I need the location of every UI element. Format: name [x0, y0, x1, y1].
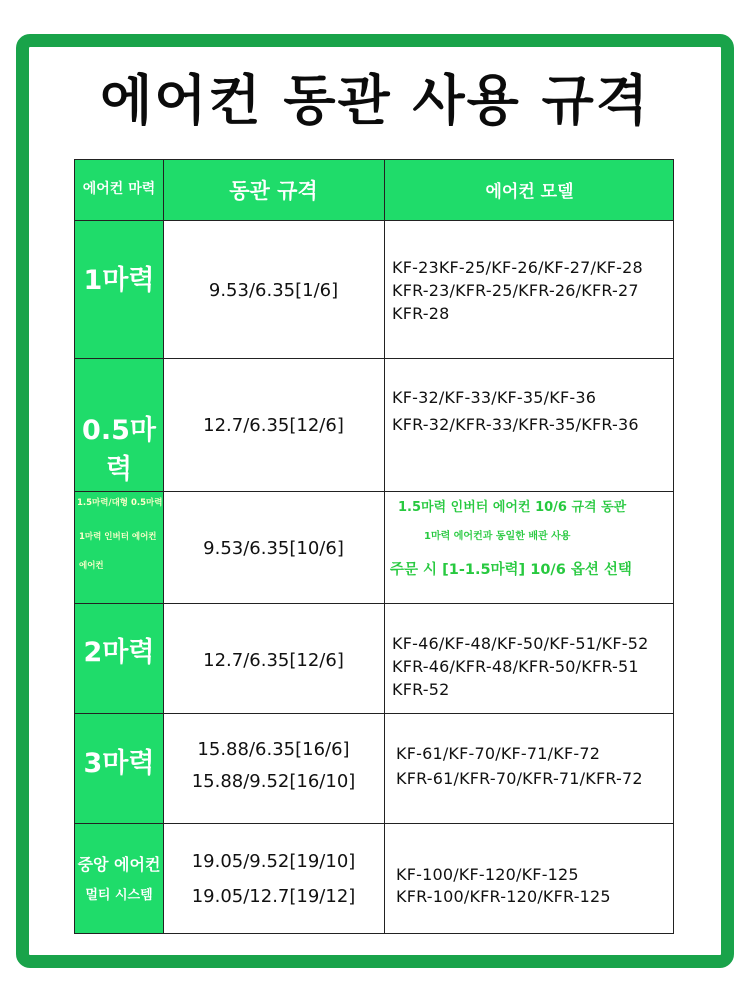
row-divider — [75, 220, 673, 221]
page-title: 에어컨 동관 사용 규격 — [100, 69, 650, 132]
header-model: 에어컨 모델 — [485, 182, 574, 202]
row-divider — [75, 603, 673, 604]
pipe-spec: 15.88/6.35[16/6] — [197, 739, 350, 760]
row-divider — [75, 713, 673, 714]
spec-table — [74, 159, 674, 934]
pipe-spec: 19.05/12.7[19/12] — [191, 886, 356, 907]
row-label-0-5hp: 0.5마력 — [82, 415, 156, 485]
row-label-3hp: 3마력 — [83, 748, 155, 779]
row-label-central-ac: 중앙 에어컨 — [77, 855, 161, 874]
header-pipe-spec: 동관 규격 — [229, 179, 318, 203]
same-pipe-note: 1마력 에어컨과 동일한 배관 사용 — [424, 531, 571, 542]
row-label-1-5hp-line2: 1마력 인버터 에어컨 — [79, 532, 157, 542]
pipe-spec: 12.7/6.35[12/6] — [203, 415, 344, 436]
model-list: KF-46/KF-48/KF-50/KF-51/KF-52 KFR-46/KFR-48/KFR-50/KFR-51 KFR-52 — [392, 634, 649, 699]
pipe-spec: 19.05/9.52[19/10] — [191, 851, 356, 872]
col-divider — [384, 160, 385, 933]
header-horsepower: 에어컨 마력 — [82, 181, 156, 197]
model-list: KF-100/KF-120/KF-125 KFR-100/KFR-120/KFR-125 — [396, 865, 611, 906]
pipe-spec: 15.88/9.52[16/10] — [191, 771, 356, 792]
row-divider — [75, 358, 673, 359]
row-label-1hp: 1마력 — [83, 265, 155, 296]
pipe-spec: 12.7/6.35[12/6] — [203, 650, 344, 671]
pipe-spec: 9.53/6.35[10/6] — [203, 538, 344, 559]
model-list: KF-61/KF-70/KF-71/KF-72 KFR-61/KFR-70/KFR-71/KFR-72 — [396, 744, 643, 788]
order-option-note: 주문 시 [1-1.5마력] 10/6 옵션 선택 — [390, 562, 632, 578]
row-label-1-5hp-line1: 1.5마력/대형 0.5마력 — [77, 498, 163, 508]
model-list: KF-32/KF-33/KF-35/KF-36 KFR-32/KFR-33/KFR-35/KFR-36 — [392, 388, 639, 434]
row-label-multi-system: 멀티 시스템 — [85, 888, 153, 903]
inverter-note: 1.5마력 인버터 에어컨 10/6 규격 동관 — [398, 500, 627, 515]
row-divider — [75, 823, 673, 824]
row-divider — [75, 491, 673, 492]
pipe-spec: 9.53/6.35[1/6] — [208, 280, 339, 301]
row-label-2hp: 2마력 — [83, 637, 155, 668]
model-list: KF-23KF-25/KF-26/KF-27/KF-28 KFR-23/KFR-25/KFR-26/KFR-27 KFR-28 — [392, 258, 643, 323]
row-label-1-5hp-line3: 에어컨 — [79, 561, 104, 571]
